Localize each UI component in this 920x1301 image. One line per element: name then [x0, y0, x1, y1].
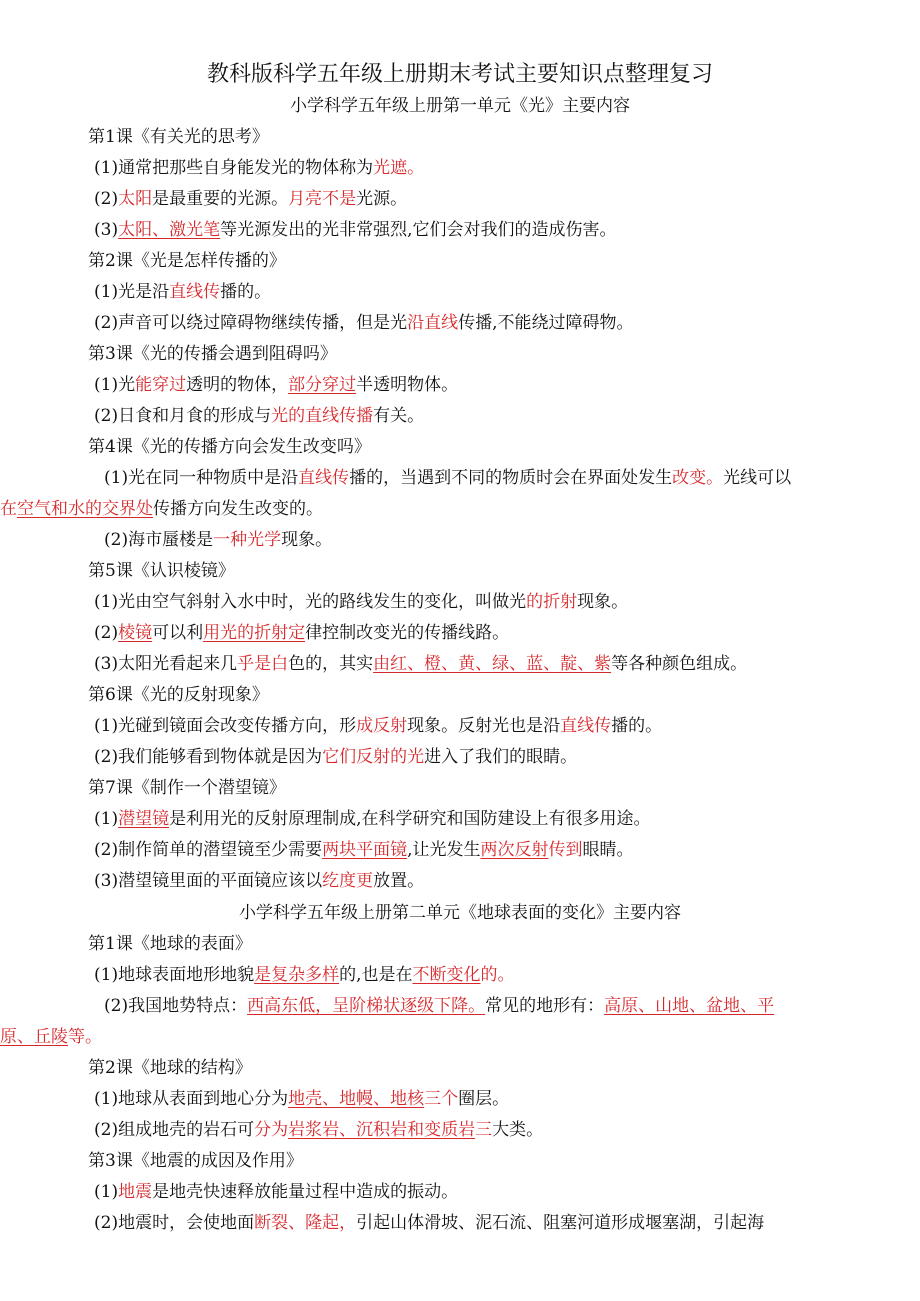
text-run: 太阳、激光笔: [118, 220, 221, 240]
unit1-heading: 小学科学五年级上册第一单元《光》主要内容: [290, 96, 630, 116]
text-run: 有关。: [373, 406, 425, 426]
text-run: (1): [94, 1182, 119, 1202]
text-run: 进入了我们的眼睛。: [424, 747, 578, 767]
text-run: (3): [94, 654, 119, 674]
text-run: 光由空气斜射入水中时，光的路线发生的变化，叫做光: [118, 592, 527, 612]
text-run: 两次反射: [480, 840, 549, 860]
text-run: 光碰到镜面会改变传播方向，形: [118, 716, 357, 736]
text-run: 透明的物体，: [186, 375, 289, 395]
list-item: [52, 960, 860, 991]
list-item: [52, 1208, 860, 1239]
text-run: 的折射: [526, 592, 578, 612]
text-run: 直线传: [169, 282, 221, 302]
text-run: 我们能够看到物体就是因为: [118, 747, 323, 767]
text-run: 成反射: [356, 716, 408, 736]
text-run: 我国地势特点：: [128, 996, 248, 1016]
text-run: 是地壳快速释放能量过程中造成的振动。: [152, 1182, 459, 1202]
text-run: 光线可以: [723, 468, 792, 488]
text-run: 制作简单的潜望镜至少需要: [118, 840, 323, 860]
list-item: [52, 277, 860, 308]
text-run: 传播,不能绕过障碍物。: [458, 313, 634, 333]
lesson-title: 第2课《光是怎样传播的》: [88, 251, 286, 271]
text-run: (1): [94, 965, 119, 985]
text-run: (1): [94, 282, 119, 302]
text-run: 两块平面镜: [322, 840, 408, 860]
text-run: 圈层。: [458, 1089, 510, 1109]
text-run: 高原、山地、盆地、平: [604, 996, 775, 1016]
text-run: 由红、橙、黄、绿、蓝、靛、紫: [373, 654, 612, 674]
text-run: 的,也是在: [339, 965, 413, 985]
list-item: [52, 835, 860, 866]
text-run: 光遮。: [373, 158, 425, 178]
text-run: 光的直线传播: [271, 406, 374, 426]
text-run: 光: [118, 375, 136, 395]
lesson-title: 第1课《地球的表面》: [88, 934, 252, 954]
list-item: [0, 463, 860, 525]
text-run: 不断变化: [412, 965, 481, 985]
lesson-title: 第7课《制作一个潜望镜》: [88, 778, 286, 798]
text-run: 潜望镜里面的平面镜应该以: [118, 871, 323, 891]
list-item: [52, 866, 860, 897]
text-run: (3): [94, 220, 119, 240]
text-run: 播的。: [220, 282, 272, 302]
text-run: 用光的折射定: [203, 623, 306, 643]
text-run: 传到: [548, 840, 583, 860]
text-run: 现象。: [281, 530, 333, 550]
text-run: 放置。: [373, 871, 425, 891]
text-run: 是利用光的反射原理制成,在科学研究和国防建设上有很多用途。: [169, 809, 651, 829]
list-item: [52, 742, 860, 773]
text-run: 光是沿: [118, 282, 170, 302]
list-item: [52, 618, 860, 649]
list-item: [52, 587, 860, 618]
lesson-title: 第5课《认识棱镜》: [88, 561, 235, 581]
text-run: 乎是白: [237, 654, 289, 674]
text-run: 等各: [611, 654, 646, 674]
text-run: (2): [94, 840, 119, 860]
text-run: 地震时，会使地面: [118, 1213, 255, 1233]
text-run: 地球表面地形地貌: [118, 965, 255, 985]
text-run: 日食和月食的形成与: [118, 406, 272, 426]
text-run: 声音可以绕过障碍物继续传播，但是光: [118, 313, 408, 333]
text-run: 空气和水的交界处: [17, 499, 153, 519]
text-run: 常见的地形有：: [485, 996, 605, 1016]
text-run: 播的。: [611, 716, 663, 736]
text-run: (3): [94, 871, 119, 891]
text-run: 纥度更: [322, 871, 374, 891]
text-run: (2): [94, 189, 119, 209]
text-run: 直线传: [298, 468, 350, 488]
text-run: 种颜色组成。: [645, 654, 748, 674]
text-run: 原、丘陵: [0, 1027, 68, 1047]
text-run: 组成地壳的岩石可: [118, 1120, 255, 1140]
text-run: 分为: [254, 1120, 289, 1140]
text-run: 地震: [118, 1182, 153, 1202]
text-run: (1): [94, 158, 119, 178]
text-run: (1): [94, 592, 119, 612]
text-run: 改变。: [672, 468, 724, 488]
text-run: (2): [94, 1213, 119, 1233]
text-run: 它们反射的光: [322, 747, 425, 767]
text-run: 沿直线: [407, 313, 459, 333]
text-run: (1): [94, 716, 119, 736]
text-run: (2): [104, 530, 129, 550]
text-run: 是复杂多样: [254, 965, 340, 985]
text-run: 断裂、隆起，: [254, 1213, 357, 1233]
text-run: 的。: [480, 965, 515, 985]
text-run: 眼睛。: [582, 840, 634, 860]
list-item: [52, 184, 860, 215]
list-item: [52, 370, 860, 401]
list-item: [52, 1115, 860, 1146]
text-run: 光源。: [356, 189, 408, 209]
text-run: 三: [475, 1120, 493, 1140]
text-run: (2): [94, 747, 119, 767]
text-run: (1): [94, 1089, 119, 1109]
text-run: 三个: [424, 1089, 459, 1109]
list-item: [52, 649, 860, 680]
page-title: 教科版科学五年级上册期末考试主要知识点整理复习: [206, 62, 713, 87]
text-run: 大类。: [492, 1120, 544, 1140]
text-run: 引起山体滑坡、泥石流、阻塞河道形成堰塞湖，引起海: [356, 1213, 765, 1233]
text-run: 律控制改变光的传播线路。: [305, 623, 510, 643]
text-run: 直线传: [560, 716, 612, 736]
text-run: (1): [104, 468, 129, 488]
text-run: 月亮不是: [288, 189, 357, 209]
text-run: 地球从表面到地心分为: [118, 1089, 289, 1109]
unit2-heading: 小学科学五年级上册第二单元《地球表面的变化》主要内容: [239, 903, 681, 923]
text-run: 通常把那些自身能发光的物体称为: [118, 158, 374, 178]
text-run: 是最重要的光源。: [152, 189, 289, 209]
text-run: 地壳、地幔、地核: [288, 1089, 425, 1109]
text-run: 等。: [68, 1027, 102, 1047]
text-run: 半透明物体。: [356, 375, 459, 395]
lesson-title: 第3课《光的传播会遇到阻碍吗》: [88, 344, 337, 364]
text-run: (1): [94, 809, 119, 829]
text-run: (2): [94, 1120, 119, 1140]
text-run: (2): [94, 313, 119, 333]
lesson-title: 第2课《地球的结构》: [88, 1058, 252, 1078]
lesson-title: 第1课《有关光的思考》: [88, 127, 269, 147]
text-run: 色的，其实: [288, 654, 374, 674]
text-run: 播的，当遇到不同的物质时会在界面处发生: [349, 468, 673, 488]
list-item: [52, 401, 860, 432]
text-run: (2): [104, 996, 129, 1016]
list-item: [0, 991, 860, 1053]
text-run: 现象。: [577, 592, 629, 612]
list-item: [52, 215, 860, 246]
text-run: 在: [0, 499, 17, 519]
list-item: [52, 1084, 860, 1115]
text-run: 岩浆岩、沉积岩和变质岩: [288, 1120, 476, 1140]
text-run: (1): [94, 375, 119, 395]
list-item: [52, 1177, 860, 1208]
text-run: 可以利: [152, 623, 204, 643]
text-run: 能穿过: [135, 375, 187, 395]
text-run: (2): [94, 406, 119, 426]
text-run: 太阳: [118, 189, 153, 209]
text-run: 部分穿过: [288, 375, 357, 395]
text-run: 传播方向发生改变的。: [153, 499, 323, 519]
lesson-title: 第4课《光的传播方向会发生改变吗》: [88, 437, 371, 457]
text-run: 一种光学: [213, 530, 282, 550]
text-run: (2): [94, 623, 119, 643]
text-run: 太阳光看起来几: [118, 654, 238, 674]
lesson-title: 第6课《光的反射现象》: [88, 685, 269, 705]
text-run: 海市蜃楼是: [128, 530, 214, 550]
text-run: 光在同一种物质中是沿: [128, 468, 299, 488]
text-run: 现象。反射光也是沿: [407, 716, 561, 736]
list-item: [52, 153, 860, 184]
text-run: 西高东低，呈阶梯状逐级下降。: [247, 996, 486, 1016]
list-item: [52, 308, 860, 339]
list-item: [52, 711, 860, 742]
text-run: 潜望镜: [118, 809, 170, 829]
list-item: [52, 525, 860, 556]
text-run: ,让光发生: [407, 840, 481, 860]
lesson-title: 第3课《地震的成因及作用》: [88, 1151, 303, 1171]
text-run: 棱镜: [118, 623, 153, 643]
text-run: 等光源发出的光非常强烈,它们会对我们的造成伤害。: [220, 220, 617, 240]
list-item: [52, 804, 860, 835]
